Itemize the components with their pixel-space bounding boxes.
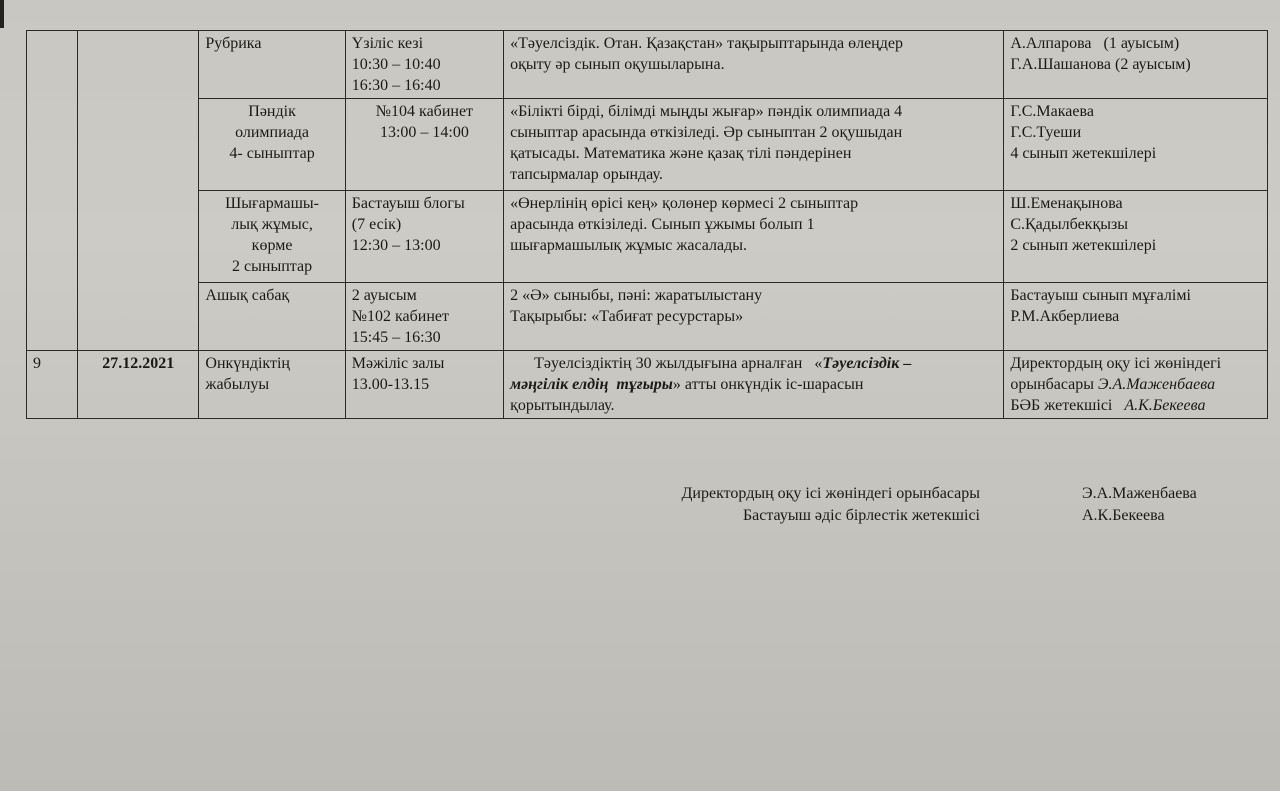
event-plan-table <box>26 30 1268 419</box>
responsible-cell: Бастауыш сынып мұғалімі Р.М.Акберлиева <box>1004 283 1268 351</box>
responsible-cell: Ш.Еменақынова С.Қадылбекқызы 2 сынып жетекшілері <box>1004 191 1268 283</box>
form-cell: Ашық сабақ <box>199 283 345 351</box>
form-cell: Пәндік олимпиада 4- сыныптар <box>199 99 345 191</box>
description-cell: Тәуелсіздіктің 30 жылдығына арналған «Тәуелсіздік – мәңгілік елдің тұғыры» атты онкүндік іс-шарасын қорытындылау. <box>504 351 1004 419</box>
signature-name: А.К.Бекеева <box>1082 507 1165 524</box>
table-row <box>27 31 1268 99</box>
form-cell: Шығармашы- лық жұмыс, көрме 2 сыныптар <box>199 191 345 283</box>
place-cell: Бастауыш блогы (7 есік) 12:30 – 13:00 <box>345 191 503 283</box>
table-row <box>27 191 1268 283</box>
signature-name: Э.А.Маженбаева <box>1082 485 1197 502</box>
number-cell: 9 <box>27 351 78 419</box>
signature-names <box>1082 483 1252 527</box>
place-cell: 2 ауысым №102 кабинет 15:45 – 16:30 <box>345 283 503 351</box>
description-cell: «Өнерлінің өрісі кең» қолөнер көрмесі 2 сыныптар арасында өткізіледі. Сынып ұжымы болып 1 шығармашылық жұмыс жасалады. <box>504 191 1004 283</box>
form-cell: Рубрика <box>199 31 345 99</box>
responsible-cell: Директордың оқу ісі жөніндегі орынбасары Э.А.Маженбаева БӘБ жетекшісі А.К.Бекеева <box>1004 351 1268 419</box>
signature-title: Бастауыш әдіс бірлестік жетекшісі <box>742 507 980 524</box>
responsible-cell: Г.С.Макаева Г.С.Туеши 4 сынып жетекшілері <box>1004 99 1268 191</box>
place-cell: Мәжіліс залы 13.00-13.15 <box>345 351 503 419</box>
date-cell <box>78 31 199 351</box>
table-row <box>27 351 1268 419</box>
place-cell: Үзіліс кезі 10:30 – 10:40 16:30 – 16:40 <box>345 31 503 99</box>
place-cell: №104 кабинет 13:00 – 14:00 <box>345 99 503 191</box>
form-cell: Онкүндіктің жабылуы <box>199 351 345 419</box>
table-row <box>27 283 1268 351</box>
signature-title: Директордың оқу ісі жөніндегі орынбасары <box>681 485 980 502</box>
description-cell: «Білікті бірді, білімді мыңды жығар» пәндік олимпиада 4 сыныптар арасында өткізіледі. Әр сыныптан 2 оқушыдан қатысады. Математика және қазақ тілі пәндерінен тапсырмалар орындау. <box>504 99 1004 191</box>
table-row <box>27 99 1268 191</box>
description-cell: «Тәуелсіздік. Отан. Қазақстан» тақырыптарында өлеңдер оқыту әр сынып оқушыларына. <box>504 31 1004 99</box>
description-cell: 2 «Ә» сыныбы, пәні: жаратылыстану Тақырыбы: «Табиғат ресурстары» <box>504 283 1004 351</box>
date-cell: 27.12.2021 <box>78 351 199 419</box>
responsible-cell: А.Алпарова (1 ауысым) Г.А.Шашанова (2 ауысым) <box>1004 31 1268 99</box>
signature-titles <box>560 483 980 527</box>
page-edge-mark <box>0 0 4 28</box>
number-cell <box>27 31 78 351</box>
